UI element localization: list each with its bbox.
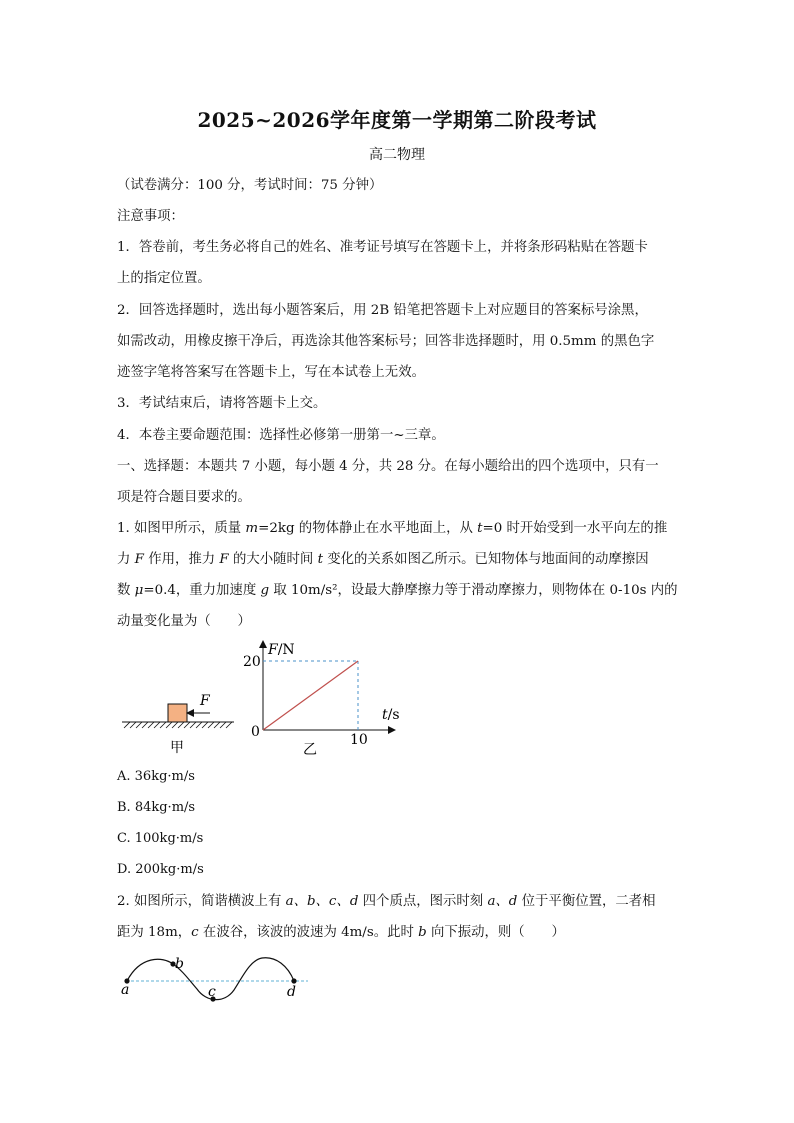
note-line: 1．答卷前，考生务必将自己的姓名、准考证号填写在答题卡上，并将条形码粘贴在答题卡: [117, 240, 648, 255]
note-line: 迹签字笔将答案写在答题卡上，写在本试卷上无效。: [117, 365, 425, 380]
section-heading: 一、选择题：本题共 7 小题，每小题 4 分，共 28 分。在每小题给出的四个选项中，只有一: [117, 459, 659, 474]
notes-heading: 注意事项：: [117, 209, 184, 224]
label-d: d: [287, 984, 296, 1000]
section-heading-cont: 项是符合题目要求的。: [117, 490, 251, 505]
point-d: [291, 978, 296, 983]
subject-title: 高二物理: [369, 147, 425, 163]
q1-figure: [110, 630, 410, 765]
note-line: 上的指定位置。: [117, 271, 211, 286]
q1-stem-line: 数 μ=0.4，重力加速度 g 取 10m/s²，设最大静摩擦力等于滑动摩擦力，则物体在 0-10s 内的: [117, 583, 678, 598]
force-time-line: [263, 661, 358, 730]
q1-option-c[interactable]: C. 100kg·m/s: [117, 831, 204, 846]
exam-info: （试卷满分：100 分，考试时间：75 分钟）: [117, 178, 383, 193]
force-label: F: [200, 693, 210, 709]
note-line: 4．本卷主要命题范围：选择性必修第一册第一~三章。: [117, 428, 445, 443]
figure-jia-label: 甲: [170, 740, 184, 756]
origin-label: 0: [251, 724, 260, 740]
y-axis-label: F/N: [268, 642, 295, 658]
q1-stem-line: 动量变化量为（ ）: [117, 614, 251, 629]
q1-option-a[interactable]: A. 36kg·m/s: [117, 769, 195, 784]
label-b: b: [175, 956, 184, 972]
ground-hatching: [124, 722, 232, 728]
x-tick-label: 10: [350, 732, 368, 748]
note-line: 2．回答选择题时，选出每小题答案后，用 2B 铅笔把答题卡上对应题目的答案标号涂黑，: [117, 303, 648, 318]
q1-option-b[interactable]: B. 84kg·m/s: [117, 800, 196, 815]
block: [168, 704, 187, 722]
q2-stem-line: 距为 18m，c 在波谷，该波的波速为 4m/s。此时 b 向下振动，则（ ）: [117, 925, 565, 940]
q1-stem-line: 力 F 作用，推力 F 的大小随时间 t 变化的关系如图乙所示。已知物体与地面间的动摩擦因: [117, 552, 649, 567]
q2-wave-figure: [110, 950, 320, 1010]
note-line: 3．考试结束后，请将答题卡上交。: [117, 396, 327, 411]
note-line: 如需改动，用橡皮擦干净后，再选涂其他答案标号；回答非选择题时，用 0.5mm 的黑色字: [117, 334, 655, 349]
y-tick-label: 20: [243, 654, 261, 670]
label-a: a: [121, 982, 130, 998]
q1-stem-line: 1. 如图甲所示，质量 m=2kg 的物体静止在水平地面上，从 t=0 时开始受到一水平向左的推: [117, 521, 668, 536]
q2-stem-line: 2. 如图所示，简谐横波上有 a、b、c、d 四个质点，图示时刻 a、d 位于平衡位置，二者相: [117, 894, 656, 909]
figure-yi-label: 乙: [303, 742, 317, 758]
x-axis-label: t/s: [382, 707, 400, 723]
exam-title: 2025~2026学年度第一学期第二阶段考试: [197, 108, 597, 132]
label-c: c: [208, 984, 216, 1000]
q1-option-d[interactable]: D. 200kg·m/s: [117, 862, 204, 877]
